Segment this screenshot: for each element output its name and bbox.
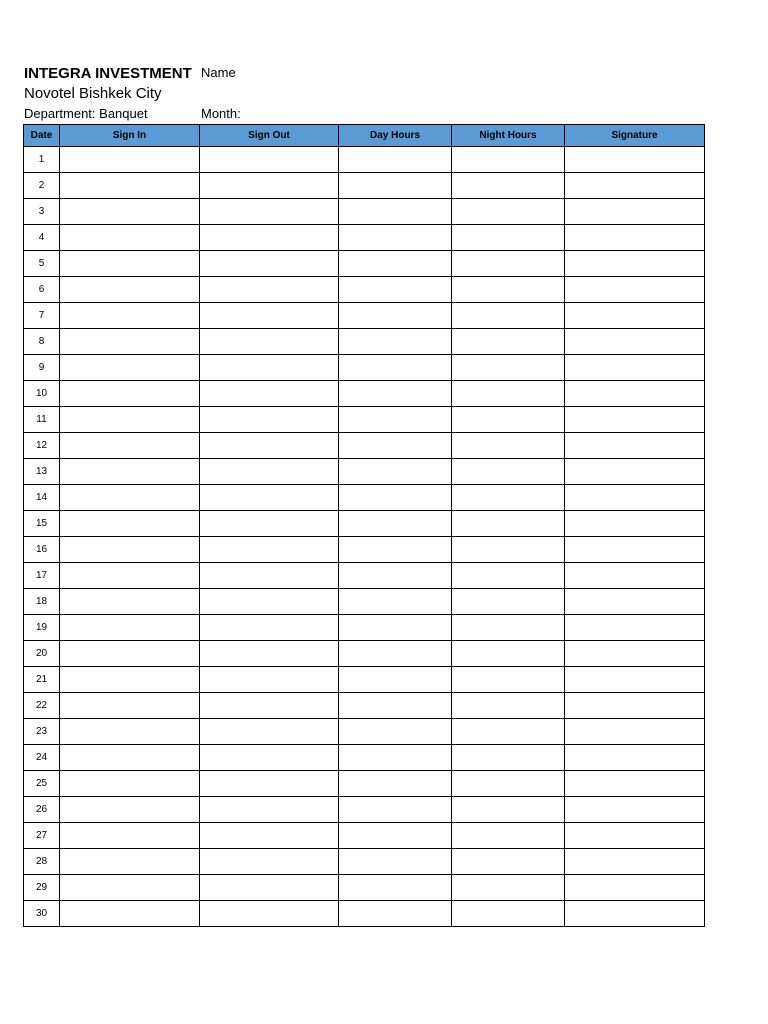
- sign-in-cell[interactable]: [60, 797, 200, 823]
- day-hours-cell[interactable]: [339, 745, 452, 771]
- signature-cell[interactable]: [565, 719, 705, 745]
- sign-in-cell[interactable]: [60, 719, 200, 745]
- date-cell: 29: [24, 875, 60, 901]
- signature-cell[interactable]: [565, 667, 705, 693]
- sign-out-cell[interactable]: [200, 745, 339, 771]
- table-row: [24, 381, 705, 407]
- sign-in-cell[interactable]: [60, 329, 200, 355]
- sign-in-cell[interactable]: [60, 225, 200, 251]
- signature-cell[interactable]: [565, 641, 705, 667]
- sign-in-cell[interactable]: [60, 407, 200, 433]
- night-hours-cell[interactable]: [452, 667, 565, 693]
- table-row: [24, 745, 705, 771]
- table-row: [24, 173, 705, 199]
- day-hours-cell[interactable]: [339, 511, 452, 537]
- night-hours-cell[interactable]: [452, 719, 565, 745]
- signature-cell[interactable]: [565, 355, 705, 381]
- day-hours-cell[interactable]: [339, 225, 452, 251]
- sign-out-cell[interactable]: [200, 875, 339, 901]
- sign-out-cell[interactable]: [200, 719, 339, 745]
- date-cell: 16: [24, 537, 60, 563]
- day-hours-cell[interactable]: [339, 797, 452, 823]
- date-cell: 19: [24, 615, 60, 641]
- date-cell: 30: [24, 901, 60, 927]
- night-hours-cell[interactable]: [452, 277, 565, 303]
- signature-cell[interactable]: [565, 329, 705, 355]
- signature-cell[interactable]: [565, 433, 705, 459]
- sign-out-cell[interactable]: [200, 303, 339, 329]
- night-hours-cell[interactable]: [452, 407, 565, 433]
- table-row: [24, 875, 705, 901]
- night-hours-cell[interactable]: [452, 589, 565, 615]
- day-hours-cell[interactable]: [339, 719, 452, 745]
- signature-cell[interactable]: [565, 485, 705, 511]
- signature-cell[interactable]: [565, 693, 705, 719]
- signature-cell[interactable]: [565, 277, 705, 303]
- night-hours-cell[interactable]: [452, 433, 565, 459]
- sign-out-cell[interactable]: [200, 901, 339, 927]
- sign-out-cell[interactable]: [200, 407, 339, 433]
- timesheet-table: [23, 124, 705, 927]
- department-label: Department: Banquet: [24, 106, 148, 121]
- night-hours-cell[interactable]: [452, 563, 565, 589]
- night-hours-cell[interactable]: [452, 823, 565, 849]
- date-cell: 7: [24, 303, 60, 329]
- night-hours-cell[interactable]: [452, 641, 565, 667]
- day-hours-cell[interactable]: [339, 303, 452, 329]
- sign-out-cell[interactable]: [200, 615, 339, 641]
- signature-cell[interactable]: [565, 537, 705, 563]
- sign-out-cell[interactable]: [200, 251, 339, 277]
- signature-cell[interactable]: [565, 459, 705, 485]
- sign-out-cell[interactable]: [200, 589, 339, 615]
- sign-in-cell[interactable]: [60, 537, 200, 563]
- day-hours-cell[interactable]: [339, 329, 452, 355]
- table-row: [24, 901, 705, 927]
- table-row: [24, 277, 705, 303]
- sign-in-cell[interactable]: [60, 693, 200, 719]
- table-row: [24, 407, 705, 433]
- sign-in-cell[interactable]: [60, 771, 200, 797]
- table-row: [24, 199, 705, 225]
- table-row: [24, 355, 705, 381]
- day-hours-cell[interactable]: [339, 381, 452, 407]
- night-hours-cell[interactable]: [452, 745, 565, 771]
- day-hours-cell[interactable]: [339, 771, 452, 797]
- column-header-sign-in: Sign In: [60, 125, 200, 147]
- night-hours-cell[interactable]: [452, 303, 565, 329]
- night-hours-cell[interactable]: [452, 797, 565, 823]
- date-cell: 2: [24, 173, 60, 199]
- signature-cell[interactable]: [565, 849, 705, 875]
- date-cell: 5: [24, 251, 60, 277]
- night-hours-cell[interactable]: [452, 615, 565, 641]
- column-header-night-hours: Night Hours: [452, 125, 565, 147]
- table-row: [24, 563, 705, 589]
- table-row: [24, 849, 705, 875]
- column-header-sign-out: Sign Out: [200, 125, 339, 147]
- sign-out-cell[interactable]: [200, 485, 339, 511]
- column-header-signature: Signature: [565, 125, 705, 147]
- table-row: [24, 225, 705, 251]
- sign-in-cell[interactable]: [60, 667, 200, 693]
- date-cell: 24: [24, 745, 60, 771]
- date-cell: 4: [24, 225, 60, 251]
- night-hours-cell[interactable]: [452, 875, 565, 901]
- night-hours-cell[interactable]: [452, 147, 565, 173]
- column-header-date: Date: [24, 125, 60, 147]
- day-hours-cell[interactable]: [339, 849, 452, 875]
- day-hours-cell[interactable]: [339, 537, 452, 563]
- sign-out-cell[interactable]: [200, 771, 339, 797]
- signature-cell[interactable]: [565, 381, 705, 407]
- sign-out-cell[interactable]: [200, 667, 339, 693]
- sign-in-cell[interactable]: [60, 199, 200, 225]
- table-row: [24, 459, 705, 485]
- sign-out-cell[interactable]: [200, 147, 339, 173]
- sign-out-cell[interactable]: [200, 459, 339, 485]
- date-cell: 12: [24, 433, 60, 459]
- sign-out-cell[interactable]: [200, 693, 339, 719]
- table-row: [24, 251, 705, 277]
- date-cell: 13: [24, 459, 60, 485]
- name-label: Name: [201, 65, 236, 80]
- night-hours-cell[interactable]: [452, 173, 565, 199]
- night-hours-cell[interactable]: [452, 901, 565, 927]
- signature-cell[interactable]: [565, 511, 705, 537]
- signature-cell[interactable]: [565, 771, 705, 797]
- date-cell: 22: [24, 693, 60, 719]
- sign-in-cell[interactable]: [60, 615, 200, 641]
- sign-in-cell[interactable]: [60, 901, 200, 927]
- day-hours-cell[interactable]: [339, 563, 452, 589]
- date-cell: 26: [24, 797, 60, 823]
- signature-cell[interactable]: [565, 251, 705, 277]
- day-hours-cell[interactable]: [339, 407, 452, 433]
- signature-cell[interactable]: [565, 225, 705, 251]
- sign-in-cell[interactable]: [60, 147, 200, 173]
- sign-out-cell[interactable]: [200, 797, 339, 823]
- night-hours-cell[interactable]: [452, 199, 565, 225]
- date-cell: 17: [24, 563, 60, 589]
- sign-out-cell[interactable]: [200, 563, 339, 589]
- sign-out-cell[interactable]: [200, 173, 339, 199]
- sign-out-cell[interactable]: [200, 641, 339, 667]
- signature-cell[interactable]: [565, 875, 705, 901]
- sign-out-cell[interactable]: [200, 849, 339, 875]
- table-row: [24, 719, 705, 745]
- sign-in-cell[interactable]: [60, 511, 200, 537]
- signature-cell[interactable]: [565, 303, 705, 329]
- sign-in-cell[interactable]: [60, 277, 200, 303]
- sign-out-cell[interactable]: [200, 199, 339, 225]
- table-row: [24, 303, 705, 329]
- sign-out-cell[interactable]: [200, 355, 339, 381]
- sign-in-cell[interactable]: [60, 641, 200, 667]
- table-row: [24, 485, 705, 511]
- night-hours-cell[interactable]: [452, 511, 565, 537]
- month-label: Month:: [201, 106, 241, 121]
- sign-in-cell[interactable]: [60, 849, 200, 875]
- signature-cell[interactable]: [565, 745, 705, 771]
- day-hours-cell[interactable]: [339, 589, 452, 615]
- sign-in-cell[interactable]: [60, 173, 200, 199]
- night-hours-cell[interactable]: [452, 381, 565, 407]
- signature-cell[interactable]: [565, 589, 705, 615]
- signature-cell[interactable]: [565, 615, 705, 641]
- day-hours-cell[interactable]: [339, 823, 452, 849]
- signature-cell[interactable]: [565, 199, 705, 225]
- date-cell: 23: [24, 719, 60, 745]
- day-hours-cell[interactable]: [339, 875, 452, 901]
- table-row: [24, 329, 705, 355]
- sign-out-cell[interactable]: [200, 277, 339, 303]
- sign-in-cell[interactable]: [60, 563, 200, 589]
- sign-out-cell[interactable]: [200, 537, 339, 563]
- table-row: [24, 537, 705, 563]
- day-hours-cell[interactable]: [339, 641, 452, 667]
- table-row: [24, 823, 705, 849]
- sign-in-cell[interactable]: [60, 589, 200, 615]
- night-hours-cell[interactable]: [452, 459, 565, 485]
- day-hours-cell[interactable]: [339, 147, 452, 173]
- table-row: [24, 797, 705, 823]
- date-cell: 21: [24, 667, 60, 693]
- signature-cell[interactable]: [565, 407, 705, 433]
- day-hours-cell[interactable]: [339, 615, 452, 641]
- date-cell: 8: [24, 329, 60, 355]
- table-row: [24, 641, 705, 667]
- night-hours-cell[interactable]: [452, 355, 565, 381]
- day-hours-cell[interactable]: [339, 199, 452, 225]
- night-hours-cell[interactable]: [452, 693, 565, 719]
- sign-in-cell[interactable]: [60, 823, 200, 849]
- company-name: INTEGRA INVESTMENT: [24, 65, 192, 82]
- sign-out-cell[interactable]: [200, 433, 339, 459]
- day-hours-cell[interactable]: [339, 173, 452, 199]
- sign-in-cell[interactable]: [60, 381, 200, 407]
- sign-in-cell[interactable]: [60, 251, 200, 277]
- hotel-name: Novotel Bishkek City: [24, 85, 162, 102]
- sign-in-cell[interactable]: [60, 303, 200, 329]
- night-hours-cell[interactable]: [452, 329, 565, 355]
- sign-out-cell[interactable]: [200, 329, 339, 355]
- day-hours-cell[interactable]: [339, 459, 452, 485]
- date-cell: 28: [24, 849, 60, 875]
- table-row: [24, 615, 705, 641]
- sign-in-cell[interactable]: [60, 459, 200, 485]
- date-cell: 3: [24, 199, 60, 225]
- signature-cell[interactable]: [565, 563, 705, 589]
- sign-out-cell[interactable]: [200, 225, 339, 251]
- table-row: [24, 433, 705, 459]
- date-cell: 15: [24, 511, 60, 537]
- sign-in-cell[interactable]: [60, 745, 200, 771]
- signature-cell[interactable]: [565, 901, 705, 927]
- night-hours-cell[interactable]: [452, 849, 565, 875]
- day-hours-cell[interactable]: [339, 277, 452, 303]
- date-cell: 27: [24, 823, 60, 849]
- day-hours-cell[interactable]: [339, 433, 452, 459]
- night-hours-cell[interactable]: [452, 251, 565, 277]
- date-cell: 25: [24, 771, 60, 797]
- signature-cell[interactable]: [565, 147, 705, 173]
- day-hours-cell[interactable]: [339, 485, 452, 511]
- date-cell: 9: [24, 355, 60, 381]
- table-row: [24, 667, 705, 693]
- table-row: [24, 693, 705, 719]
- night-hours-cell[interactable]: [452, 225, 565, 251]
- column-header-day-hours: Day Hours: [339, 125, 452, 147]
- signature-cell[interactable]: [565, 823, 705, 849]
- night-hours-cell[interactable]: [452, 537, 565, 563]
- day-hours-cell[interactable]: [339, 693, 452, 719]
- table-row: [24, 589, 705, 615]
- table-row: [24, 147, 705, 173]
- sign-out-cell[interactable]: [200, 511, 339, 537]
- night-hours-cell[interactable]: [452, 771, 565, 797]
- day-hours-cell[interactable]: [339, 901, 452, 927]
- signature-cell[interactable]: [565, 797, 705, 823]
- sign-out-cell[interactable]: [200, 823, 339, 849]
- date-cell: 1: [24, 147, 60, 173]
- table-header-row: [24, 125, 705, 147]
- date-cell: 18: [24, 589, 60, 615]
- sign-in-cell[interactable]: [60, 355, 200, 381]
- night-hours-cell[interactable]: [452, 485, 565, 511]
- table-row: [24, 771, 705, 797]
- date-cell: 10: [24, 381, 60, 407]
- timesheet-body: [24, 147, 705, 927]
- day-hours-cell[interactable]: [339, 667, 452, 693]
- date-cell: 6: [24, 277, 60, 303]
- signature-cell[interactable]: [565, 173, 705, 199]
- sign-in-cell[interactable]: [60, 433, 200, 459]
- sign-out-cell[interactable]: [200, 381, 339, 407]
- sign-in-cell[interactable]: [60, 485, 200, 511]
- date-cell: 11: [24, 407, 60, 433]
- date-cell: 14: [24, 485, 60, 511]
- sign-in-cell[interactable]: [60, 875, 200, 901]
- table-row: [24, 511, 705, 537]
- day-hours-cell[interactable]: [339, 251, 452, 277]
- day-hours-cell[interactable]: [339, 355, 452, 381]
- date-cell: 20: [24, 641, 60, 667]
